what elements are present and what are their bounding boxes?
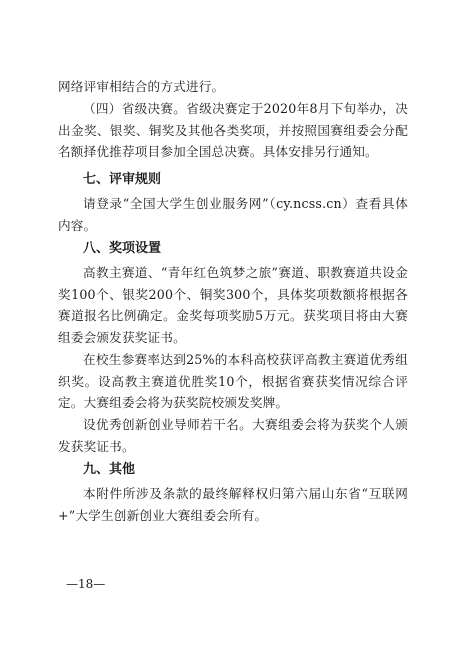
section-heading-other: 九、其他 [83,462,136,477]
page-number: —18— [66,577,106,591]
paragraph-provincial-final: （四）省级决赛。省级决赛定于2020年8月下旬举办，决出金奖、银奖、铜奖及其他各类奖项，并按照国赛组委会分配名额择优推荐项目参加全国总决赛。具体安排另行通知。 [58,101,408,159]
paragraph-awards-medals: 高教主赛道、“青年红色筑梦之旅”赛道、职教赛道共设金奖100个、银奖200个、铜奖300个，具体奖项数额将根据各赛道报名比例确定。金奖每项奖励5万元。获奖项目将由大赛组委会颁发获奖证书。 [58,265,408,345]
section-heading-review-rules: 七、评审规则 [83,172,162,187]
paragraph-awards-mentors: 设优秀创新创业导师若干名。大赛组委会将为获奖个人颁发获奖证书。 [58,417,408,454]
paragraph-awards-organization: 在校生参赛率达到25%的本科高校获评高教主赛道优秀组织奖。设高教主赛道优胜奖10个，根据省赛获奖情况综合评定。大赛组委会将为获奖院校颁发奖牌。 [58,352,408,410]
paragraph-continuation: 网络评审相结合的方式进行。 [58,79,225,94]
paragraph-review-rules: 请登录“全国大学生创业服务网”（cy.ncss.cn）查看具体内容。 [58,196,408,233]
paragraph-other: 本附件所涉及条款的最终解释权归第六届山东省“互联网+”大学生创新创业大赛组委会所有。 [58,486,408,523]
section-heading-awards: 八、奖项设置 [83,241,162,256]
